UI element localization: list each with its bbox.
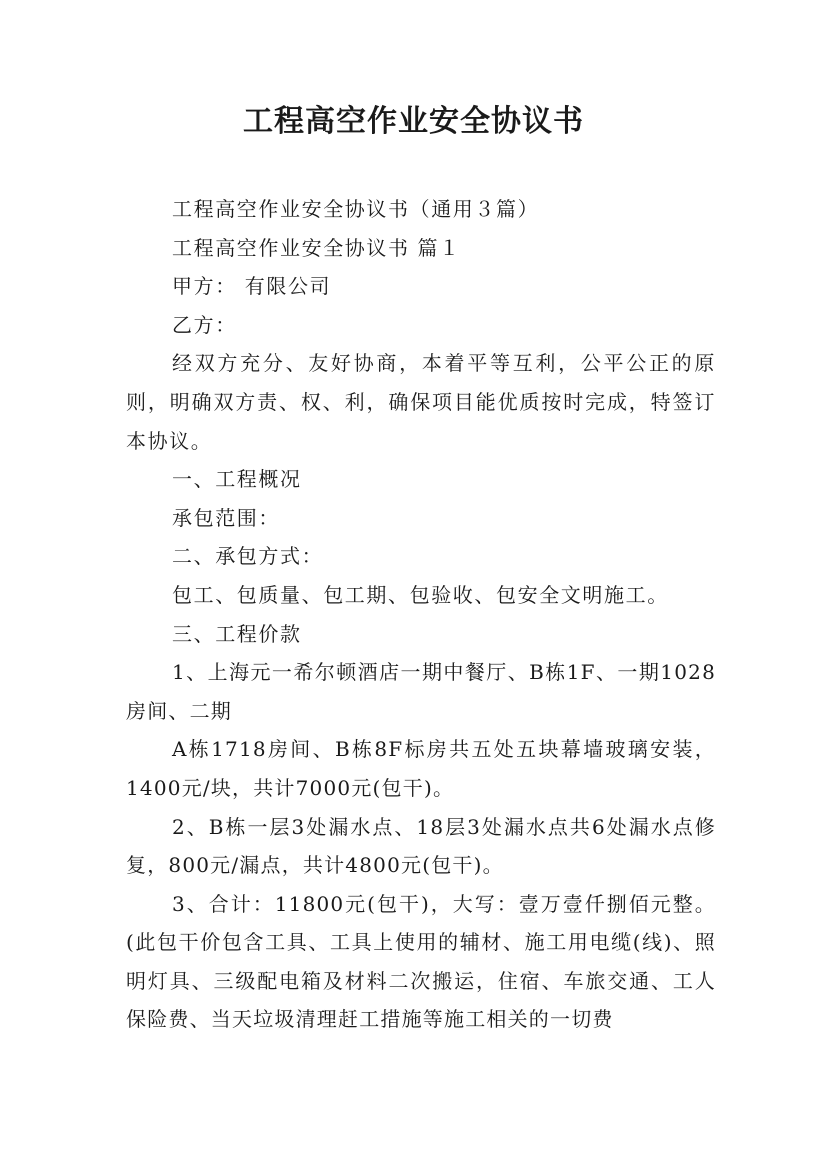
paragraph-price-item-2: 2、B栋一层3处漏水点、18层3处漏水点共6处漏水点修复，800元/漏点，共计4800元(包干)。 [126, 814, 716, 878]
paragraph-section-1: 一、工程概况 [172, 467, 302, 492]
paragraph-subtitle: 工程高空作业安全协议书（通用３篇） [172, 197, 540, 221]
paragraph-contract-method: 包工、包质量、包工期、包验收、包安全文明施工。 [172, 582, 669, 607]
paragraph-preamble: 经双方充分、友好协商，本着平等互利，公平公正的原则，明确双方责、权、利，确保项目能优质按时完成，特签订本协议。 [126, 351, 716, 453]
paragraph-party-b: 乙方： [172, 312, 237, 337]
paragraph-part-heading: 工程高空作业安全协议书 篇１ [172, 235, 461, 260]
paragraph-section-2: 二、承包方式： [172, 544, 324, 569]
paragraph-price-item-1: 1、上海元一希尔顿酒店一期中餐厅、B栋1F、一期1028房间、二期 [126, 660, 716, 723]
paragraph-price-total: 3、合计：11800元(包干)，大写：壹万壹仟捌佰元整。(此包干价包含工具、工具上使用的辅材、施工用电缆(线)、照明灯具、三级配电箱及材料二次搬运，住宿、车旅交通、工人保险费、当天垃圾清理赶工措施等施工相关的一切费 [126, 891, 716, 1032]
paragraph-scope: 承包范围： [172, 505, 280, 530]
document-body [126, 190, 716, 1039]
paragraph-section-3: 三、工程价款 [172, 621, 302, 646]
document-title: 工程高空作业安全协议书 [243, 104, 584, 139]
paragraph-price-item-1-cont: A栋1718房间、B栋8F标房共五处五块幕墙玻璃安装，1400元/块，共计7000元(包干)。 [126, 737, 716, 800]
paragraph-party-a: 甲方： 有限公司 [172, 274, 332, 299]
